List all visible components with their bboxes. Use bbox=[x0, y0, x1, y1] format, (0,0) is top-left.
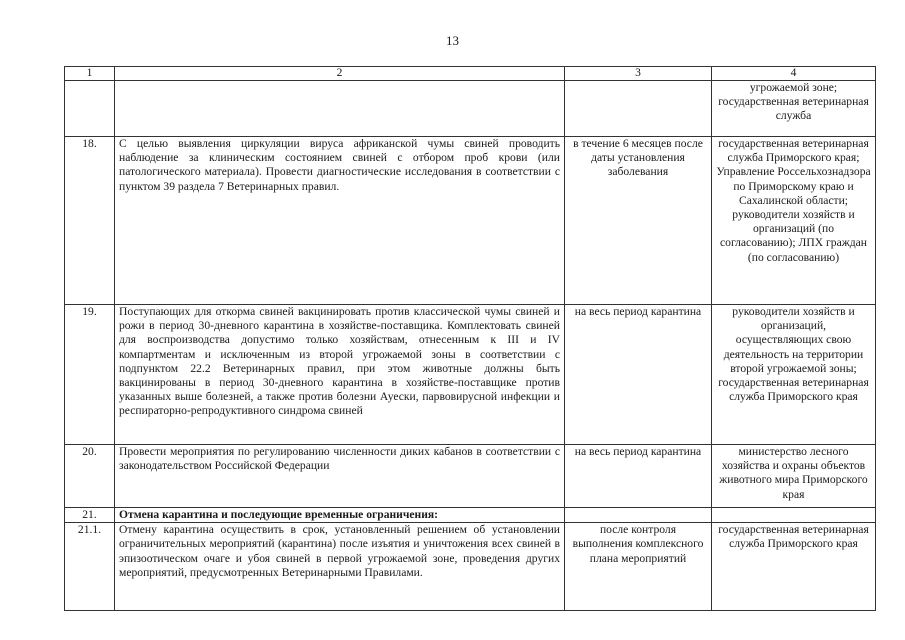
row-term: в течение 6 месяцев после даты установления заболевания bbox=[565, 137, 712, 305]
row-term: на весь период карантина bbox=[565, 305, 712, 445]
row-responsible: руководители хозяйств и организаций, осуществляющих свою деятельность на территории второй угрожаемой зоны; государственная ветеринарная служба Приморского края bbox=[712, 305, 876, 445]
page-number: 13 bbox=[446, 33, 459, 48]
table-row-section bbox=[65, 508, 876, 523]
row-description bbox=[115, 81, 565, 137]
table-row bbox=[65, 81, 876, 137]
measures-table bbox=[64, 66, 876, 611]
row-responsible: государственная ветеринарная служба Приморского края bbox=[712, 523, 876, 611]
row-term bbox=[565, 508, 712, 523]
row-number bbox=[65, 81, 115, 137]
row-responsible bbox=[712, 508, 876, 523]
row-number: 20. bbox=[65, 445, 115, 508]
table-row bbox=[65, 445, 876, 508]
row-description: Отмену карантина осуществить в срок, установленный решением об установлении ограничительных мероприятий (карантина) после изъятия и уничтожения всех свиней в эпизоотическом очаге и убоя свиней в первой угрожаемой зоне, проведения других мероприятий, предусмотренных Ветеринарными Правилами. bbox=[115, 523, 565, 611]
row-description: Поступающих для откорма свиней вакцинировать против классической чумы свиней и рожи в период 30-дневного карантина в хозяйстве-поставщика. Комплектовать свиней для воспроизводства допустимо только хозяйствам, отнесенным к III и IV компартментам и исключенным из второй угрожаемой зоны в соответствии с подпунктом 22.2 Ветеринарных правил, при этом животные должны быть вакцинированы в период 30-дневного карантина в хозяйстве-поставщике против указанных выше болезней, а также против болезни Ауески, парвовирусной инфекции и респираторно-репродуктивного синдрома свиней bbox=[115, 305, 565, 445]
column-header-1: 1 bbox=[65, 67, 115, 81]
row-term: после контроля выполнения комплексного плана мероприятий bbox=[565, 523, 712, 611]
table-row bbox=[65, 137, 876, 305]
section-heading: Отмена карантина и последующие временные ограничения: bbox=[115, 508, 565, 523]
row-description: С целью выявления циркуляции вируса африканской чумы свиней проводить наблюдение за клиническим состоянием свиней с отбором проб крови (или патологического материала). Провести диагностические исследования в соответствии с пунктом 39 раздела 7 Ветеринарных правил. bbox=[115, 137, 565, 305]
table-row bbox=[65, 523, 876, 611]
column-header-4: 4 bbox=[712, 67, 876, 81]
row-term: на весь период карантина bbox=[565, 445, 712, 508]
column-header-2: 2 bbox=[115, 67, 565, 81]
row-responsible: угрожаемой зоне; государственная ветеринарная служба bbox=[712, 81, 876, 137]
row-responsible: государственная ветеринарная служба Приморского края; Управление Россельхознадзора по Приморскому краю и Сахалинской области; руководители хозяйств и организаций (по согласованию); ЛПХ граждан (по согласованию) bbox=[712, 137, 876, 305]
row-responsible: министерство лесного хозяйства и охраны объектов животного мира Приморского края bbox=[712, 445, 876, 508]
table-row bbox=[65, 305, 876, 445]
row-description: Провести мероприятия по регулированию численности диких кабанов в соответствии с законодательством Российской Федерации bbox=[115, 445, 565, 508]
column-header-3: 3 bbox=[565, 67, 712, 81]
row-number: 19. bbox=[65, 305, 115, 445]
row-number: 21.1. bbox=[65, 523, 115, 611]
row-number: 18. bbox=[65, 137, 115, 305]
row-term bbox=[565, 81, 712, 137]
row-number: 21. bbox=[65, 508, 115, 523]
table-header-row bbox=[65, 67, 876, 81]
